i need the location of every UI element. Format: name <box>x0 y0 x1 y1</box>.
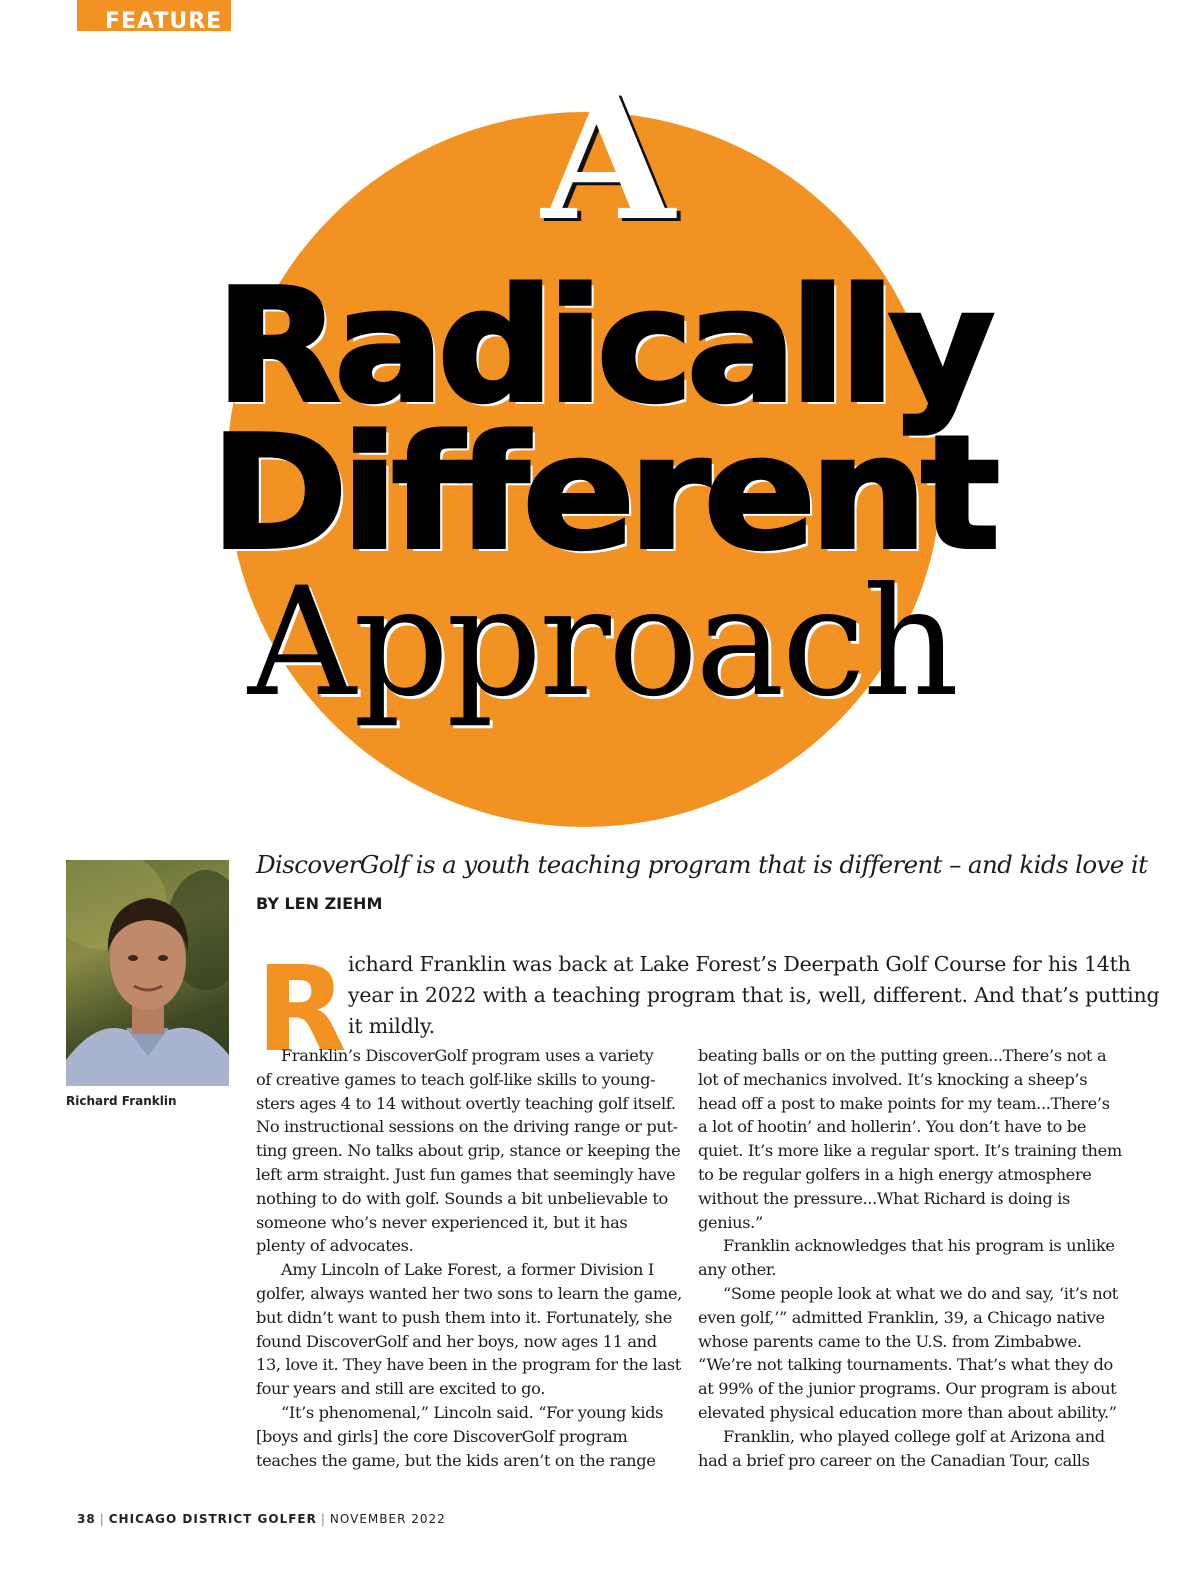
body-line: Franklin, who played college golf at Arizona and <box>723 1426 1105 1446</box>
body-line: lot of mechanics involved. It’s knocking a sheep’s <box>698 1069 1088 1089</box>
body-line: No instructional sessions on the driving range or put- <box>256 1117 678 1137</box>
body-line: had a brief pro career on the Canadian Tour, calls <box>698 1450 1090 1470</box>
body-line: elevated physical education more than about ability.” <box>698 1402 1117 1422</box>
body-line: Franklin’s DiscoverGolf program uses a variety <box>281 1046 654 1065</box>
body-column-right <box>698 1044 1122 1472</box>
headline-line-radically: Radically <box>215 255 989 437</box>
body-line: Amy Lincoln of Lake Forest, a former Division I <box>281 1260 654 1280</box>
lead-line: year in 2022 with a teaching program that is, well, different. And that’s putting <box>348 983 1160 1007</box>
body-line: “Some people look at what we do and say, ‘it’s not <box>723 1283 1118 1303</box>
lead-paragraph <box>348 949 1160 1042</box>
body-line: without the pressure...What Richard is doing is <box>698 1188 1070 1208</box>
body-line: beating balls or on the putting green...There’s not a <box>698 1046 1107 1065</box>
headline-line-different: Different <box>210 402 994 584</box>
body-line: [boys and girls] the core DiscoverGolf program <box>256 1426 628 1446</box>
body-line: even golf,’” admitted Franklin, 39, a Chicago native <box>698 1307 1105 1327</box>
page-number: 38 <box>77 1512 96 1526</box>
body-line: “We’re not talking tournaments. That’s what they do <box>698 1355 1113 1375</box>
photo-caption: Richard Franklin <box>66 1094 177 1108</box>
body-line: 13, love it. They have been in the program for the last <box>256 1355 681 1375</box>
article-dek: DiscoverGolf is a youth teaching program that is different – and kids love it <box>256 850 1148 879</box>
body-line: “It’s phenomenal,” Lincoln said. “For young kids <box>281 1402 664 1422</box>
body-line: Franklin acknowledges that his program is unlike <box>723 1236 1115 1256</box>
drop-cap: R <box>256 940 347 1078</box>
body-line: of creative games to teach golf-like skills to young- <box>256 1069 656 1089</box>
author-subject-photo <box>66 860 229 1086</box>
body-line: quiet. It’s more like a regular sport. It’s training them <box>698 1141 1122 1161</box>
lead-line: ichard Franklin was back at Lake Forest’s Deerpath Golf Course for his 14th <box>348 952 1131 976</box>
body-column-left <box>256 1044 682 1472</box>
page-footer: 38 | CHICAGO DISTRICT GOLFER | NOVEMBER 2022 <box>77 1512 446 1526</box>
headline-line-approach: Approach <box>247 556 957 730</box>
body-line: nothing to do with golf. Sounds a bit unbelievable to <box>256 1188 668 1208</box>
body-line: golfer, always wanted her two sons to learn the game, <box>256 1283 682 1303</box>
body-line: genius.” <box>698 1212 763 1232</box>
body-line: head off a post to make points for my team...There’s <box>698 1093 1110 1113</box>
body-line: whose parents came to the U.S. from Zimbabwe. <box>698 1331 1082 1351</box>
body-line: to be regular golfers in a high energy atmosphere <box>698 1164 1092 1184</box>
body-line: plenty of advocates. <box>256 1236 414 1256</box>
body-line: teaches the game, but the kids aren’t on the range <box>256 1450 656 1470</box>
body-line: sters ages 4 to 14 without overtly teaching golf itself. <box>256 1093 676 1113</box>
body-line: found DiscoverGolf and her boys, now ages 11 and <box>256 1331 657 1351</box>
section-tab <box>77 0 231 31</box>
publication-name: CHICAGO DISTRICT GOLFER <box>108 1512 317 1526</box>
body-line: any other. <box>698 1260 777 1280</box>
body-line: someone who’s never experienced it, but it has <box>256 1212 628 1232</box>
body-line: four years and still are excited to go. <box>256 1379 546 1399</box>
body-line: left arm straight. Just fun games that seemingly have <box>256 1164 676 1184</box>
headline-line-a: A <box>541 56 675 259</box>
body-line: at 99% of the junior programs. Our program is about <box>698 1379 1117 1399</box>
byline: BY LEN ZIEHM <box>256 894 383 913</box>
portrait-illustration <box>66 860 229 1086</box>
body-line: a lot of hootin’ and hollerin’. You don’t have to be <box>698 1117 1087 1137</box>
body-line: but didn’t want to push them into it. Fortunately, she <box>256 1307 672 1327</box>
issue-date: NOVEMBER 2022 <box>329 1512 446 1526</box>
section-tab-label: FEATURE <box>105 9 223 31</box>
body-line: ting green. No talks about grip, stance or keeping the <box>256 1141 681 1161</box>
lead-line: it mildly. <box>348 1014 435 1038</box>
